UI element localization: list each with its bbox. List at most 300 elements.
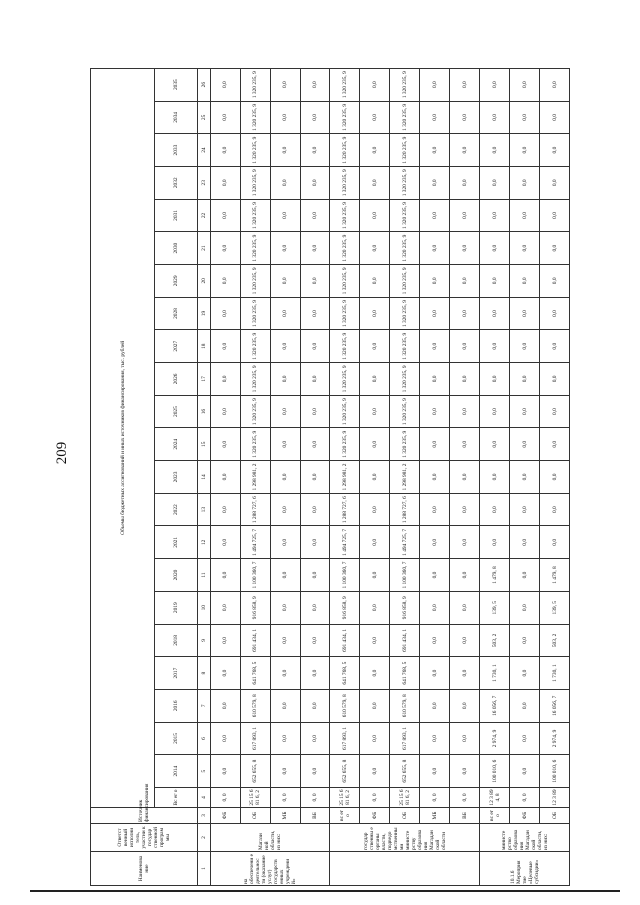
column-number: 17 [197, 363, 210, 396]
year-value: 0,0 [360, 101, 390, 134]
total-value: 0, 0 [450, 788, 480, 808]
year-value: 1 320 235, 9 [240, 363, 270, 396]
year-value: 0,0 [480, 428, 510, 461]
year-value: 16 056, 7 [480, 689, 510, 722]
year-value: 0,0 [270, 68, 300, 101]
year-value: 1 320 235, 9 [390, 395, 420, 428]
rotated-table-container [90, 68, 570, 886]
year-value: 1 479, 8 [480, 559, 510, 592]
year-value: 0,0 [300, 559, 330, 592]
funding-source: ФБ [360, 808, 390, 824]
measure-name: 10.1.6 Мероприя тие «Целевые субсидии» [480, 852, 570, 886]
year-value: 0,0 [210, 101, 240, 134]
year-value: 0,0 [420, 330, 450, 363]
year-value: 0,0 [360, 755, 390, 788]
year-value: 0,0 [210, 134, 240, 167]
year-value: 0,0 [360, 232, 390, 265]
table-row [330, 68, 360, 885]
year-value: 0,0 [300, 330, 330, 363]
header-year: 2030 [155, 232, 198, 265]
year-value: 0,0 [270, 755, 300, 788]
year-value: 617 893, 1 [240, 722, 270, 755]
column-number: 8 [197, 657, 210, 690]
year-value: 1 320 235, 9 [390, 134, 420, 167]
year-value: 916 858, 9 [240, 591, 270, 624]
year-value: 0,0 [540, 363, 570, 396]
year-value: 0,0 [510, 265, 540, 298]
year-value: 0,0 [360, 330, 390, 363]
year-value: 0,0 [480, 461, 510, 494]
year-value: 16 056, 7 [540, 689, 570, 722]
year-value: 0,0 [300, 166, 330, 199]
year-value: 0,0 [450, 559, 480, 592]
year-value: 0,0 [360, 265, 390, 298]
column-number: 1 [197, 852, 210, 886]
year-value: 0,0 [210, 428, 240, 461]
year-value: 0,0 [210, 689, 240, 722]
table-row [270, 68, 300, 885]
header-years-row [155, 68, 198, 885]
year-value: 0,0 [420, 689, 450, 722]
bottom-rule [30, 890, 620, 892]
year-value: 0,0 [450, 265, 480, 298]
year-value: 0,0 [300, 297, 330, 330]
year-value: 0,0 [420, 297, 450, 330]
column-number: 5 [197, 755, 210, 788]
year-value: 503, 2 [480, 624, 510, 657]
year-value: 0,0 [270, 722, 300, 755]
year-value: 0,0 [510, 330, 540, 363]
header-total: Вс ег о [155, 788, 198, 808]
year-value: 0,0 [210, 199, 240, 232]
year-value: 0,0 [420, 624, 450, 657]
header-year: 2025 [155, 395, 198, 428]
year-value: 0,0 [270, 101, 300, 134]
year-value: 0,0 [540, 526, 570, 559]
year-value: 1 288 727, 6 [390, 493, 420, 526]
year-value: 0,0 [210, 722, 240, 755]
year-value: 0,0 [450, 363, 480, 396]
funding-source: вс ег о [330, 808, 360, 824]
table-viewport [90, 68, 570, 886]
year-value: 0,0 [360, 591, 390, 624]
year-value: 0,0 [360, 166, 390, 199]
header-year: 2034 [155, 101, 198, 134]
year-value: 610 579, 8 [330, 689, 360, 722]
table-body [91, 68, 570, 885]
year-value: 0,0 [480, 297, 510, 330]
year-value: 0,0 [480, 166, 510, 199]
year-value: 1 320 235, 9 [330, 199, 360, 232]
column-number: 20 [197, 265, 210, 298]
year-value: 0,0 [270, 166, 300, 199]
year-value: 0,0 [450, 722, 480, 755]
column-number: 13 [197, 493, 210, 526]
header-year: 2021 [155, 526, 198, 559]
year-value: 0,0 [420, 722, 450, 755]
year-value: 1 320 235, 9 [330, 166, 360, 199]
year-value: 0,0 [420, 657, 450, 690]
year-value: 0,0 [210, 755, 240, 788]
year-value: 0,0 [420, 591, 450, 624]
header-year: 2019 [155, 591, 198, 624]
year-value: 0,0 [420, 461, 450, 494]
header-year: 2024 [155, 428, 198, 461]
year-value: 0,0 [270, 657, 300, 690]
year-value: 0,0 [300, 395, 330, 428]
year-value: 0,0 [300, 199, 330, 232]
year-value: 0,0 [360, 363, 390, 396]
header-year: 2016 [155, 689, 198, 722]
funding-table [90, 68, 570, 886]
column-number: 4 [197, 788, 210, 808]
year-value: 0,0 [450, 330, 480, 363]
year-value: 1 320 235, 9 [330, 297, 360, 330]
year-value: 0,0 [270, 330, 300, 363]
year-value: 0,0 [420, 428, 450, 461]
column-number: 26 [197, 68, 210, 101]
year-value: 1 298 981, 2 [330, 461, 360, 494]
year-value: 0,0 [300, 68, 330, 101]
year-value: 0,0 [360, 297, 390, 330]
year-value: 1 730, 1 [540, 657, 570, 690]
year-value: 1 320 235, 9 [240, 134, 270, 167]
column-number: 2 [197, 824, 210, 852]
header-year: 2028 [155, 297, 198, 330]
year-value: 691 434, 1 [330, 624, 360, 657]
year-value: 1 479, 8 [540, 559, 570, 592]
table-row [450, 68, 480, 885]
year-value: 0,0 [510, 657, 540, 690]
year-value: 0,0 [540, 166, 570, 199]
header-responsible: Ответст венный исполни тель, участни к государ ственной програм мы [91, 824, 198, 852]
year-value: 1 320 235, 9 [330, 265, 360, 298]
funding-source: ВБ [300, 808, 330, 824]
year-value: 1 288 727, 6 [240, 493, 270, 526]
funding-source: ВБ [450, 808, 480, 824]
year-value: 0,0 [270, 689, 300, 722]
total-value: 0, 0 [360, 788, 390, 808]
header-source: Источник финансирования [91, 808, 198, 824]
year-value: 0,0 [360, 461, 390, 494]
total-value: 0, 0 [210, 788, 240, 808]
year-value: 0,0 [360, 526, 390, 559]
year-value: 0,0 [420, 134, 450, 167]
header-name: Наименова ние [91, 852, 198, 886]
year-value: 0,0 [420, 199, 450, 232]
column-number: 25 [197, 101, 210, 134]
year-value: 1 320 235, 9 [390, 232, 420, 265]
funding-source: МБ [420, 808, 450, 824]
year-value: 641 768, 5 [390, 657, 420, 690]
measure-name [330, 852, 480, 886]
year-value: 1 320 235, 9 [240, 166, 270, 199]
year-value: 1 320 235, 9 [330, 68, 360, 101]
column-number: 11 [197, 559, 210, 592]
year-value: 652 655, 8 [240, 755, 270, 788]
header-year: 2026 [155, 363, 198, 396]
year-value: 0,0 [210, 395, 240, 428]
year-value: 2 974, 9 [540, 722, 570, 755]
year-value: 139, 5 [480, 591, 510, 624]
year-value: 0,0 [360, 428, 390, 461]
column-number: 19 [197, 297, 210, 330]
year-value: 0,0 [450, 199, 480, 232]
year-value: 0,0 [270, 134, 300, 167]
year-value: 0,0 [420, 68, 450, 101]
header-year: 2027 [155, 330, 198, 363]
year-value: 0,0 [480, 265, 510, 298]
year-value: 0,0 [510, 689, 540, 722]
year-value: 1 320 235, 9 [240, 265, 270, 298]
year-value: 1 320 235, 9 [330, 363, 360, 396]
year-value: 0,0 [540, 134, 570, 167]
year-value: 0,0 [510, 363, 540, 396]
year-value: 0,0 [270, 199, 300, 232]
year-value: 0,0 [300, 493, 330, 526]
year-value: 0,0 [540, 330, 570, 363]
year-value: 0,0 [510, 166, 540, 199]
table-row [510, 68, 540, 885]
year-value: 0,0 [450, 591, 480, 624]
header-year: 2032 [155, 166, 198, 199]
total-value: 0, 0 [420, 788, 450, 808]
year-value: 0,0 [510, 101, 540, 134]
total-value: 25 15 6 81 6, 2 [330, 788, 360, 808]
year-value: 0,0 [450, 134, 480, 167]
year-value: 0,0 [300, 134, 330, 167]
year-value: 0,0 [510, 493, 540, 526]
year-value: 0,0 [270, 297, 300, 330]
table-row [210, 68, 240, 885]
funding-source: ОБ [240, 808, 270, 824]
header-year: 2035 [155, 68, 198, 101]
year-value: 0,0 [510, 232, 540, 265]
year-value: 0,0 [420, 493, 450, 526]
year-value: 0,0 [300, 755, 330, 788]
year-value: 0,0 [540, 461, 570, 494]
year-value: 0,0 [510, 755, 540, 788]
year-value: 1 494 725, 7 [240, 526, 270, 559]
year-value: 1 320 235, 9 [390, 297, 420, 330]
year-value: 0,0 [360, 657, 390, 690]
year-value: 0,0 [360, 722, 390, 755]
table-row [240, 68, 270, 885]
year-value: 1 320 235, 9 [390, 166, 420, 199]
year-value: 0,0 [480, 101, 510, 134]
year-value: 0,0 [540, 265, 570, 298]
year-value: 0,0 [450, 68, 480, 101]
year-value: 0,0 [540, 395, 570, 428]
year-value: 0,0 [420, 265, 450, 298]
year-value: 691 434, 1 [390, 624, 420, 657]
year-value: 1 320 235, 9 [240, 395, 270, 428]
year-value: 0,0 [450, 624, 480, 657]
total-value: 0, 0 [300, 788, 330, 808]
year-value: 1 320 235, 9 [240, 330, 270, 363]
year-value: 0,0 [450, 461, 480, 494]
year-value: 0,0 [300, 428, 330, 461]
year-value: 1 320 235, 9 [330, 134, 360, 167]
year-value: 2 974, 9 [480, 722, 510, 755]
funding-source: вс ег о [480, 808, 510, 824]
year-value: 1 320 235, 9 [240, 68, 270, 101]
year-value: 0,0 [300, 363, 330, 396]
year-value: 0,0 [540, 68, 570, 101]
year-value: 1 320 235, 9 [390, 330, 420, 363]
year-value: 0,0 [480, 363, 510, 396]
year-value: 0,0 [420, 395, 450, 428]
column-number: 10 [197, 591, 210, 624]
year-value: 503, 2 [540, 624, 570, 657]
funding-source: ФБ [510, 808, 540, 824]
year-value: 0,0 [300, 526, 330, 559]
header-year: 2022 [155, 493, 198, 526]
year-value: 0,0 [420, 559, 450, 592]
year-value: 0,0 [300, 591, 330, 624]
year-value: 1 320 235, 9 [240, 101, 270, 134]
year-value: 1 320 235, 9 [390, 199, 420, 232]
header-row [91, 68, 155, 885]
year-value: 0,0 [480, 493, 510, 526]
year-value: 0,0 [210, 657, 240, 690]
year-value: 0,0 [510, 526, 540, 559]
year-value: 1 100 360, 7 [390, 559, 420, 592]
year-value: 1 320 235, 9 [240, 199, 270, 232]
year-value: 0,0 [540, 199, 570, 232]
year-value: 1 320 235, 9 [390, 428, 420, 461]
year-value: 0,0 [210, 330, 240, 363]
year-value: 0,0 [270, 526, 300, 559]
year-value: 0,0 [450, 101, 480, 134]
year-value: 0,0 [540, 493, 570, 526]
year-value: 617 893, 1 [390, 722, 420, 755]
year-value: 1 298 981, 2 [390, 461, 420, 494]
table-row [360, 68, 390, 885]
funding-source: ОБ [390, 808, 420, 824]
year-value: 0,0 [420, 232, 450, 265]
header-year: 2033 [155, 134, 198, 167]
year-value: 0,0 [270, 232, 300, 265]
year-value: 0,0 [450, 526, 480, 559]
table-row [390, 68, 420, 885]
funding-source: ФБ [210, 808, 240, 824]
year-value: 0,0 [450, 297, 480, 330]
column-number: 12 [197, 526, 210, 559]
year-value: 0,0 [360, 68, 390, 101]
year-value: 0,0 [210, 526, 240, 559]
year-value: 0,0 [480, 526, 510, 559]
year-value: 1 730, 1 [480, 657, 510, 690]
year-value: 0,0 [450, 493, 480, 526]
year-value: 1 320 235, 9 [330, 428, 360, 461]
year-value: 0,0 [450, 428, 480, 461]
year-value: 1 320 235, 9 [330, 330, 360, 363]
header-year: 2017 [155, 657, 198, 690]
year-value: 1 100 360, 7 [330, 559, 360, 592]
year-value: 0,0 [540, 428, 570, 461]
year-value: 0,0 [480, 134, 510, 167]
year-value: 0,0 [300, 657, 330, 690]
year-value: 1 320 235, 9 [390, 363, 420, 396]
year-value: 0,0 [510, 559, 540, 592]
total-value: 25 15 6 81 6, 2 [240, 788, 270, 808]
year-value: 0,0 [360, 493, 390, 526]
year-value: 691 434, 1 [240, 624, 270, 657]
year-value: 1 100 360, 7 [240, 559, 270, 592]
page-number: 209 [54, 441, 70, 465]
header-year: 2023 [155, 461, 198, 494]
column-number: 3 [197, 808, 210, 824]
year-value: 0,0 [270, 363, 300, 396]
year-value: 641 768, 5 [240, 657, 270, 690]
year-value: 0,0 [510, 68, 540, 101]
year-value: 0,0 [540, 101, 570, 134]
year-value: 0,0 [510, 297, 540, 330]
numbering-row [197, 68, 210, 885]
header-year: 2015 [155, 722, 198, 755]
year-value: 0,0 [510, 134, 540, 167]
responsible-executor: министе рство образова ния Магадан ской области, из них: [480, 824, 570, 852]
year-value: 0,0 [300, 689, 330, 722]
year-value: 0,0 [450, 657, 480, 690]
responsible-executor: Магази ной области, из них: [210, 824, 330, 852]
year-value: 0,0 [510, 624, 540, 657]
year-value: 0,0 [540, 297, 570, 330]
year-value: 0,0 [210, 363, 240, 396]
year-value: 0,0 [300, 265, 330, 298]
table-row [300, 68, 330, 885]
column-number: 18 [197, 330, 210, 363]
year-value: 1 320 235, 9 [390, 101, 420, 134]
year-value: 0,0 [450, 395, 480, 428]
year-value: 0,0 [510, 461, 540, 494]
year-value: 0,0 [360, 199, 390, 232]
header-year: 2031 [155, 199, 198, 232]
year-value: 0,0 [540, 232, 570, 265]
year-value: 0,0 [210, 461, 240, 494]
column-number: 15 [197, 428, 210, 461]
year-value: 0,0 [420, 526, 450, 559]
header-year: 2020 [155, 559, 198, 592]
year-value: 0,0 [360, 395, 390, 428]
year-value: 0,0 [270, 591, 300, 624]
year-value: 0,0 [420, 363, 450, 396]
year-value: 0,0 [360, 559, 390, 592]
funding-source: МБ [270, 808, 300, 824]
year-value: 0,0 [270, 265, 300, 298]
year-value: 0,0 [210, 68, 240, 101]
column-number: 21 [197, 232, 210, 265]
year-value: 0,0 [210, 493, 240, 526]
year-value: 0,0 [210, 624, 240, 657]
column-number: 6 [197, 722, 210, 755]
table-row [420, 68, 450, 885]
year-value: 0,0 [480, 199, 510, 232]
total-value: 12 3 89 4, 8 [480, 788, 510, 808]
header-year: 2018 [155, 624, 198, 657]
year-value: 1 320 235, 9 [240, 428, 270, 461]
year-value: 610 579, 8 [390, 689, 420, 722]
year-value: 1 320 235, 9 [390, 265, 420, 298]
year-value: 1 320 235, 9 [240, 232, 270, 265]
year-value: 100 010, 6 [480, 755, 510, 788]
year-value: 610 579, 8 [240, 689, 270, 722]
year-value: 0,0 [300, 461, 330, 494]
year-value: 1 494 725, 7 [390, 526, 420, 559]
year-value: 916 858, 9 [390, 591, 420, 624]
column-number: 23 [197, 166, 210, 199]
